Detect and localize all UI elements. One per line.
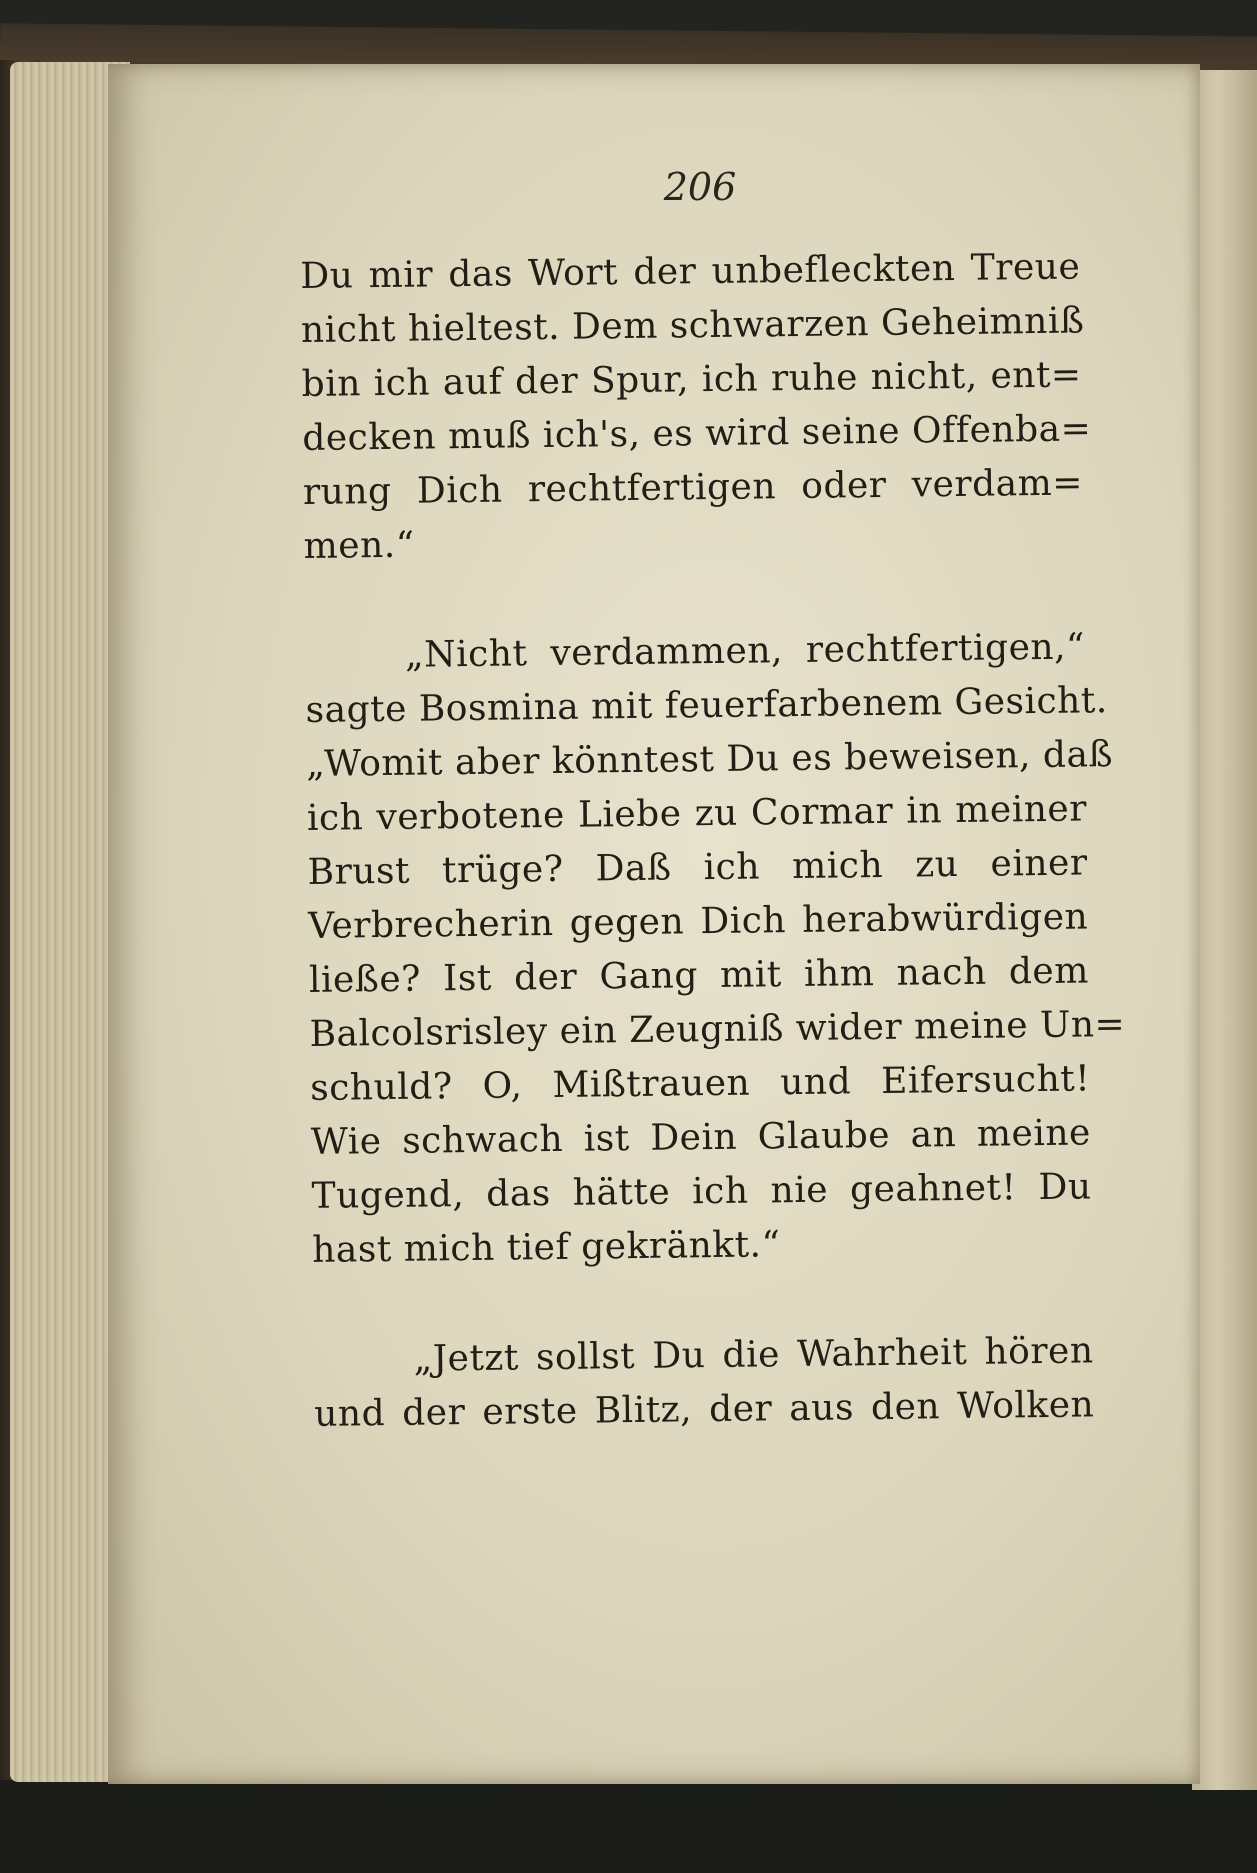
- page-body-text: [300, 240, 1126, 1441]
- text-line: und der erste Blitz, der aus den Wolken: [313, 1384, 1095, 1435]
- text-line: Du mir das Wort der unbefleckten Treue: [300, 246, 1081, 297]
- text-line: sagte Bosmina mit feuerfarbenem Gesicht.: [305, 680, 1108, 731]
- text-line: Wie schwach ist Dein Glaube an meine: [310, 1112, 1092, 1163]
- text-line: decken muß ich's, es wird seine Offenba=: [302, 408, 1092, 459]
- text-line: ließe? Ist der Gang mit ihm nach dem: [308, 950, 1090, 1001]
- text-line: „Womit aber könntest Du es beweisen, daß: [306, 734, 1114, 785]
- text-line: men.“: [303, 524, 415, 567]
- text-line: nicht hieltest. Dem schwarzen Geheimniß: [300, 300, 1085, 351]
- text-line: Brust trüge? Daß ich mich zu einer: [307, 842, 1088, 893]
- text-line: Verbrecherin gegen Dich herabwürdigen: [308, 896, 1089, 947]
- paragraph-break: [304, 564, 1085, 630]
- text-line: Tugend, das hätte ich nie geahnet! Du: [311, 1166, 1092, 1217]
- text-line: hast mich tief gekränkt.“: [311, 1224, 781, 1271]
- facing-page-edge: [1192, 70, 1257, 1790]
- text-line: rung Dich rechtfertigen oder verdam=: [302, 462, 1084, 513]
- text-line: Balcolsrisley ein Zeugniß wider meine Un=: [309, 1003, 1126, 1055]
- text-line: „Nicht verdammen, rechtfertigen,“: [404, 626, 1086, 676]
- page-number: 206: [663, 165, 737, 209]
- text-line: ich verbotene Liebe zu Cormar in meiner: [306, 788, 1088, 839]
- text-line: „Jetzt sollst Du die Wahrheit hören: [413, 1330, 1094, 1380]
- text-line: bin ich auf der Spur, ich ruhe nicht, ent=: [301, 354, 1082, 405]
- paragraph-break: [313, 1268, 1094, 1334]
- text-line: schuld? O, Mißtrauen und Eifersucht!: [309, 1058, 1091, 1109]
